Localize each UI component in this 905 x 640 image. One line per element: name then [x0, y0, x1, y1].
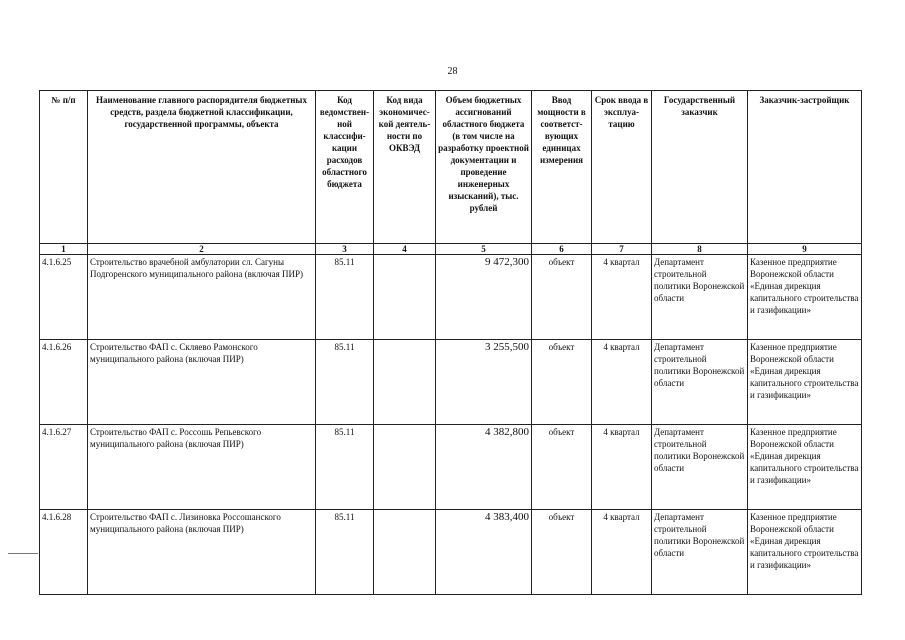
column-number-row — [40, 244, 862, 255]
column-number: 4 — [374, 244, 436, 255]
column-number: 6 — [532, 244, 592, 255]
row-number: 4.1.6.25 — [40, 255, 88, 340]
budget-amount: 9 472,300 — [436, 255, 532, 340]
budget-amount: 3 255,500 — [436, 340, 532, 425]
table-row — [40, 340, 862, 425]
budget-code: 85.11 — [316, 340, 374, 425]
column-number: 8 — [652, 244, 748, 255]
commission-term: 4 квартал — [592, 425, 652, 510]
column-number: 7 — [592, 244, 652, 255]
object-name: Строительство ФАП с. Скляево Рамонского муниципального района (включая ПИР) — [88, 340, 316, 425]
header-customer: Государственный заказчик — [652, 91, 748, 244]
commission-term: 4 квартал — [592, 255, 652, 340]
okved-code — [374, 510, 436, 595]
table-row — [40, 425, 862, 510]
state-customer: Департамент строительной политики Воронежской области — [652, 255, 748, 340]
table-row — [40, 510, 862, 595]
header-name: Наименование главного распорядителя бюджетных средств, раздела бюджетной классификации, государственной программы, объекта — [88, 91, 316, 244]
capacity-unit: объект — [532, 340, 592, 425]
okved-code — [374, 255, 436, 340]
object-name: Строительство врачебной амбулатории сл. Сагуны Подгоренского муниципального района (включая ПИР) — [88, 255, 316, 340]
capacity-unit: объект — [532, 510, 592, 595]
state-customer: Департамент строительной политики Воронежской области — [652, 340, 748, 425]
header-num: № п/п — [40, 91, 88, 244]
capacity-unit: объект — [532, 255, 592, 340]
budget-amount: 4 383,400 — [436, 510, 532, 595]
table-row — [40, 255, 862, 340]
customer-developer: Казенное предприятие Воронежской области «Единая дирекция капитального строительства и газификации» — [748, 425, 862, 510]
commission-term: 4 квартал — [592, 510, 652, 595]
customer-developer: Казенное предприятие Воронежской области «Единая дирекция капитального строительства и газификации» — [748, 255, 862, 340]
header-unit: Ввод мощности в соответст-вующих единицах измерения — [532, 91, 592, 244]
column-number: 3 — [316, 244, 374, 255]
budget-amount: 4 382,800 — [436, 425, 532, 510]
column-number: 2 — [88, 244, 316, 255]
header-developer: Заказчик-застройщик — [748, 91, 862, 244]
budget-table — [39, 90, 862, 595]
header-term: Срок ввода в эксплуа-тацию — [592, 91, 652, 244]
header-amount: Объем бюджетных ассигнований областного бюджета (в том числе на разработку проектной документации и проведение инженерных изысканий), тыс. рублей — [436, 91, 532, 244]
customer-developer: Казенное предприятие Воронежской области «Единая дирекция капитального строительства и газификации» — [748, 340, 862, 425]
header-row — [40, 91, 862, 244]
okved-code — [374, 340, 436, 425]
customer-developer: Казенное предприятие Воронежской области «Единая дирекция капитального строительства и газификации» — [748, 510, 862, 595]
budget-code: 85.11 — [316, 425, 374, 510]
column-number: 9 — [748, 244, 862, 255]
commission-term: 4 квартал — [592, 340, 652, 425]
okved-code — [374, 425, 436, 510]
row-number: 4.1.6.28 — [40, 510, 88, 595]
capacity-unit: объект — [532, 425, 592, 510]
column-number: 1 — [40, 244, 88, 255]
object-name: Строительство ФАП с. Россошь Репьевского муниципального района (включая ПИР) — [88, 425, 316, 510]
budget-code: 85.11 — [316, 510, 374, 595]
state-customer: Департамент строительной политики Воронежской области — [652, 425, 748, 510]
budget-code: 85.11 — [316, 255, 374, 340]
margin-mark — [8, 553, 38, 554]
header-code: Код ведомствен-ной классифи-кации расходов областного бюджета — [316, 91, 374, 244]
column-number: 5 — [436, 244, 532, 255]
object-name: Строительство ФАП с. Лизиновка Россошанского муниципального района (включая ПИР) — [88, 510, 316, 595]
row-number: 4.1.6.27 — [40, 425, 88, 510]
page-number: 28 — [447, 66, 458, 77]
header-okved: Код вида экономичес-кой деятель-ности по ОКВЭД — [374, 91, 436, 244]
state-customer: Департамент строительной политики Воронежской области — [652, 510, 748, 595]
row-number: 4.1.6.26 — [40, 340, 88, 425]
